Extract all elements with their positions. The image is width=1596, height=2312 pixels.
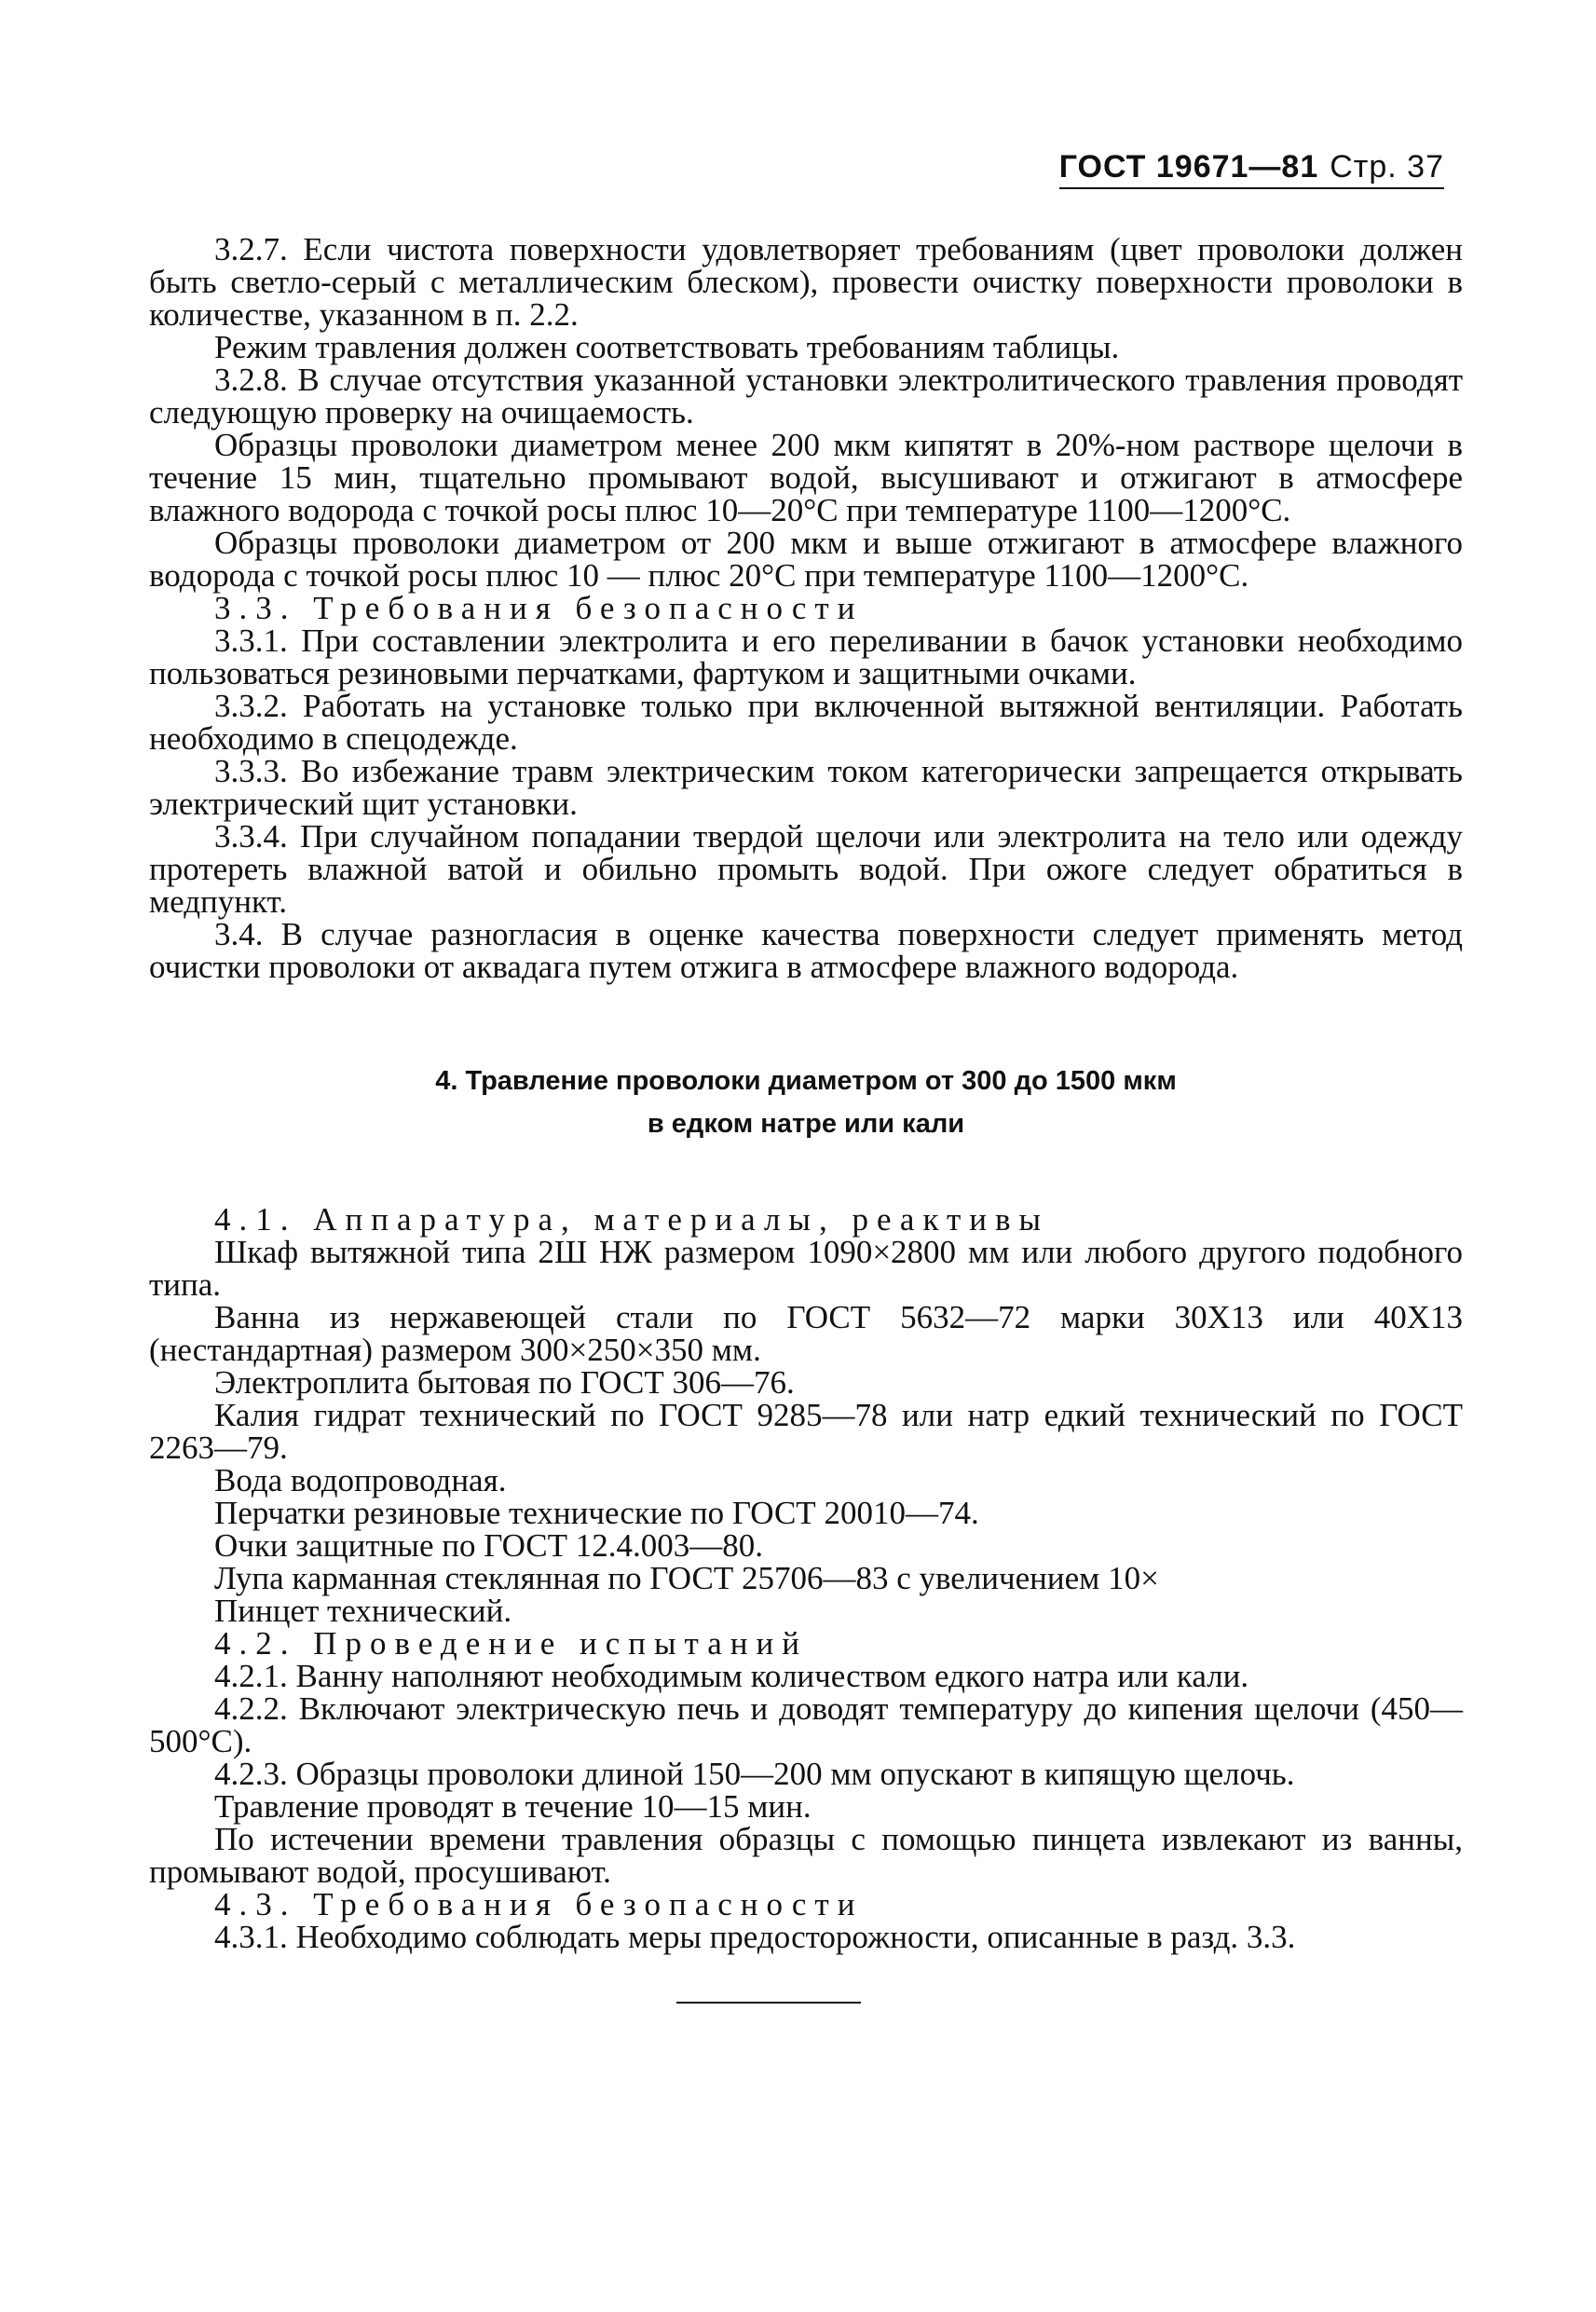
item-bath: Ванна из нержавеющей стали по ГОСТ 5632—72 марки 30Х13 или 40Х13 (нестандартная) размером 300×250×350 мм. xyxy=(149,1299,1463,1368)
item-tweezers: Пинцет технический. xyxy=(214,1593,512,1629)
paragraph-3-2-7: 3.2.7. Если чистота поверхности удовлетворяет требованиям (цвет проволоки должен быть светло-серый с металлическим блеском), провести очистку поверхности проволоки в количестве, указанном в п. 2.2. xyxy=(149,231,1463,333)
item-magnifier: Лупа карманная стеклянная по ГОСТ 25706—83 с увеличением 10× xyxy=(214,1560,1159,1596)
paragraph-samples-under-200: Образцы проволоки диаметром менее 200 мкм кипятят в 20%-ном растворе щелочи в течение 15 мин, тщательно промывают водой, высушивают и отжигают в атмосфере влажного водорода с точкой росы плюс 10—20°С при температуре 1100—1200°С. xyxy=(149,427,1463,528)
paragraph-3-2-8: 3.2.8. В случае отсутствия указанной установки электролитического травления проводят следующую проверку на очищаемость. xyxy=(149,362,1463,431)
paragraph-3-3-3: 3.3.3. Во избежание травм электрическим током категорически запрещается открывать электрический щит установки. xyxy=(149,753,1463,822)
item-goggles: Очки защитные по ГОСТ 12.4.003—80. xyxy=(214,1527,764,1564)
heading-4-1-equipment: 4.1. Аппаратура, материалы, реактивы xyxy=(214,1201,1050,1238)
item-hotplate: Электроплита бытовая по ГОСТ 306—76. xyxy=(214,1364,795,1401)
item-fume-hood: Шкаф вытяжной типа 2Ш НЖ размером 1090×2800 мм или любого другого подобного типа. xyxy=(149,1234,1463,1303)
heading-4-2-testing: 4.2. Проведение испытаний xyxy=(214,1625,808,1662)
section-4-title xyxy=(149,1060,1463,1145)
page-header xyxy=(1059,149,1444,189)
paragraph-3-3-1: 3.3.1. При составлении электролита и его переливании в бачок установки необходимо пользоваться резиновыми перчатками, фартуком и защитными очками. xyxy=(149,622,1463,691)
paragraph-etching-mode: Режим травления должен соответствовать требованиям таблицы. xyxy=(214,329,1120,365)
section-4-title-line-1: 4. Травление проволоки диаметром от 300 до 1500 мкм xyxy=(435,1066,1177,1096)
paragraph-samples-over-200: Образцы проволоки диаметром от 200 мкм и выше отжигают в атмосфере влажного водорода с точкой росы плюс 10 — плюс 20°С при температуре 1100—1200°С. xyxy=(149,525,1463,594)
item-potassium-hydroxide: Калия гидрат технический по ГОСТ 9285—78 или натр едкий технический по ГОСТ 2263—79. xyxy=(149,1397,1463,1466)
paragraph-4-3-1: 4.3.1. Необходимо соблюдать меры предосторожности, описанные в разд. 3.3. xyxy=(214,1919,1296,1955)
page-number: Стр. 37 xyxy=(1330,149,1444,185)
standard-number: ГОСТ 19671—81 xyxy=(1058,149,1319,185)
section-4-title-line-2: в едком натре или кали xyxy=(647,1109,965,1139)
paragraph-removal: По истечении времени травления образцы с помощью пинцета извлекают из ванны, промывают водой, просушивают. xyxy=(149,1821,1463,1890)
document-body xyxy=(149,233,1463,2004)
paragraph-4-2-2: 4.2.2. Включают электрическую печь и доводят температуру до кипения щелочи (450—500°С). xyxy=(149,1690,1463,1759)
document-page xyxy=(149,0,1463,2312)
paragraph-etching-time: Травление проводят в течение 10—15 мин. xyxy=(214,1788,812,1825)
paragraph-3-3-2: 3.3.2. Работать на установке только при включенной вытяжной вентиляции. Работать необходимо в спецодежде. xyxy=(149,688,1463,757)
paragraph-4-2-1: 4.2.1. Ванну наполняют необходимым количеством едкого натра или кали. xyxy=(214,1658,1249,1694)
paragraph-3-3-4: 3.3.4. При случайном попадании твердой щелочи или электролита на тело или одежду протереть влажной ватой и обильно промыть водой. При ожоге следует обратиться в медпункт. xyxy=(149,818,1463,920)
paragraph-4-2-3: 4.2.3. Образцы проволоки длиной 150—200 мм опускают в кипящую щелочь. xyxy=(214,1756,1295,1792)
heading-3-3-safety: 3.3. Требования безопасности xyxy=(214,590,864,626)
end-divider xyxy=(676,2002,861,2004)
item-water: Вода водопроводная. xyxy=(214,1462,507,1498)
paragraph-3-4: 3.4. В случае разногласия в оценке качества поверхности следует применять метод очистки проволоки от аквадага путем отжига в атмосфере влажного водорода. xyxy=(149,916,1463,985)
heading-4-3-safety: 4.3. Требования безопасности xyxy=(214,1886,864,1922)
item-gloves: Перчатки резиновые технические по ГОСТ 20010—74. xyxy=(214,1495,979,1531)
